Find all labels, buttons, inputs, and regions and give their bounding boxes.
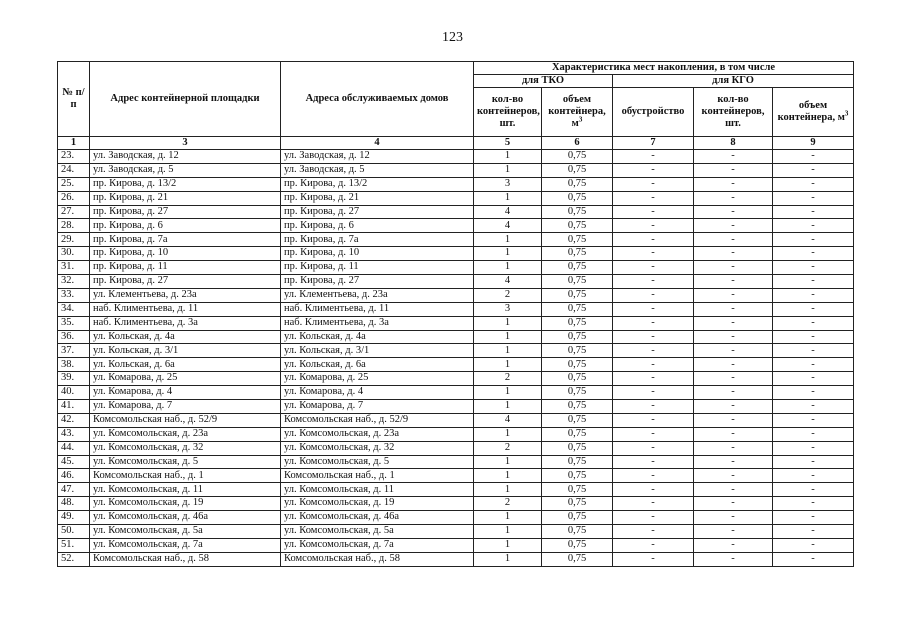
site-address-cell: ул. Заводская, д. 5 (90, 163, 281, 177)
site-address-cell: ул. Кольская, д. 4а (90, 330, 281, 344)
site-address-cell: ул. Комарова, д. 4 (90, 386, 281, 400)
kgo-count-cell: - (694, 302, 773, 316)
kgo-volume-cell: - (773, 288, 854, 302)
row-number: 27. (58, 205, 90, 219)
row-number: 42. (58, 413, 90, 427)
header-number: № п/п (58, 62, 90, 137)
kgo-volume-cell: - (773, 330, 854, 344)
row-number: 46. (58, 469, 90, 483)
kgo-count-cell: - (694, 261, 773, 275)
served-address-cell: ул. Заводская, д. 12 (281, 150, 474, 164)
kgo-volume-cell: - (773, 219, 854, 233)
table-row (58, 247, 854, 261)
tko-count-cell: 4 (474, 205, 542, 219)
tko-count-cell: 3 (474, 177, 542, 191)
site-address-cell: пр. Кирова, д. 27 (90, 275, 281, 289)
table-row (58, 191, 854, 205)
tko-volume-cell: 0,75 (542, 413, 613, 427)
header-kgo-volume-label: объем контейнера, м (777, 99, 845, 123)
tko-volume-cell: 0,75 (542, 372, 613, 386)
kgo-equipment-cell: - (613, 344, 694, 358)
kgo-volume-cell: - (773, 538, 854, 552)
served-address-cell: Комсомольская наб., д. 58 (281, 552, 474, 566)
site-address-cell: ул. Комсомольская, д. 19 (90, 497, 281, 511)
row-number: 47. (58, 483, 90, 497)
site-address-cell: пр. Кирова, д. 27 (90, 205, 281, 219)
kgo-count-cell: - (694, 455, 773, 469)
tko-count-cell: 1 (474, 386, 542, 400)
table-row (58, 316, 854, 330)
kgo-count-cell: - (694, 469, 773, 483)
served-address-cell: наб. Климентьева, д. 3а (281, 316, 474, 330)
tko-volume-cell: 0,75 (542, 455, 613, 469)
served-address-cell: ул. Клементьева, д. 23а (281, 288, 474, 302)
kgo-volume-cell: - (773, 497, 854, 511)
table-row (58, 483, 854, 497)
row-number: 43. (58, 427, 90, 441)
column-number: 3 (90, 137, 281, 150)
kgo-equipment-cell: - (613, 358, 694, 372)
kgo-volume-cell: - (773, 316, 854, 330)
kgo-equipment-cell: - (613, 247, 694, 261)
kgo-equipment-cell: - (613, 538, 694, 552)
site-address-cell: ул. Клементьева, д. 23а (90, 288, 281, 302)
kgo-equipment-cell: - (613, 233, 694, 247)
kgo-volume-cell: - (773, 400, 854, 414)
kgo-count-cell: - (694, 205, 773, 219)
kgo-volume-cell: - (773, 191, 854, 205)
tko-volume-cell: 0,75 (542, 552, 613, 566)
column-numbers-row (58, 137, 854, 150)
kgo-equipment-cell: - (613, 330, 694, 344)
tko-count-cell: 1 (474, 233, 542, 247)
site-address-cell: ул. Комсомольская, д. 46а (90, 511, 281, 525)
kgo-equipment-cell: - (613, 441, 694, 455)
table-row (58, 552, 854, 566)
tko-count-cell: 4 (474, 275, 542, 289)
kgo-volume-cell: - (773, 552, 854, 566)
kgo-volume-cell: - (773, 150, 854, 164)
row-number: 33. (58, 288, 90, 302)
header-tko: для ТКО (474, 75, 613, 88)
served-address-cell: пр. Кирова, д. 27 (281, 205, 474, 219)
kgo-equipment-cell: - (613, 497, 694, 511)
tko-volume-cell: 0,75 (542, 358, 613, 372)
served-address-cell: пр. Кирова, д. 7а (281, 233, 474, 247)
tko-count-cell: 1 (474, 455, 542, 469)
tko-volume-cell: 0,75 (542, 205, 613, 219)
kgo-count-cell: - (694, 275, 773, 289)
kgo-count-cell: - (694, 219, 773, 233)
tko-volume-cell: 0,75 (542, 538, 613, 552)
kgo-volume-cell: - (773, 427, 854, 441)
row-number: 26. (58, 191, 90, 205)
kgo-count-cell: - (694, 150, 773, 164)
kgo-equipment-cell: - (613, 427, 694, 441)
kgo-count-cell: - (694, 177, 773, 191)
tko-volume-cell: 0,75 (542, 511, 613, 525)
cube-superscript: 3 (844, 109, 849, 118)
table-row (58, 219, 854, 233)
served-address-cell: ул. Комарова, д. 25 (281, 372, 474, 386)
kgo-equipment-cell: - (613, 219, 694, 233)
container-sites-table (57, 61, 854, 567)
tko-count-cell: 2 (474, 288, 542, 302)
site-address-cell: Комсомольская наб., д. 58 (90, 552, 281, 566)
kgo-count-cell: - (694, 372, 773, 386)
row-number: 30. (58, 247, 90, 261)
kgo-equipment-cell: - (613, 413, 694, 427)
served-address-cell: пр. Кирова, д. 13/2 (281, 177, 474, 191)
served-address-cell: пр. Кирова, д. 21 (281, 191, 474, 205)
column-number: 9 (773, 137, 854, 150)
kgo-count-cell: - (694, 427, 773, 441)
row-number: 50. (58, 525, 90, 539)
tko-volume-cell: 0,75 (542, 177, 613, 191)
kgo-count-cell: - (694, 497, 773, 511)
served-address-cell: ул. Комсомольская, д. 23а (281, 427, 474, 441)
row-number: 32. (58, 275, 90, 289)
table-row (58, 413, 854, 427)
kgo-count-cell: - (694, 344, 773, 358)
tko-count-cell: 4 (474, 219, 542, 233)
row-number: 24. (58, 163, 90, 177)
kgo-equipment-cell: - (613, 177, 694, 191)
served-address-cell: ул. Комарова, д. 7 (281, 400, 474, 414)
site-address-cell: ул. Заводская, д. 12 (90, 150, 281, 164)
served-address-cell: ул. Комсомольская, д. 11 (281, 483, 474, 497)
tko-count-cell: 2 (474, 372, 542, 386)
row-number: 29. (58, 233, 90, 247)
kgo-count-cell: - (694, 163, 773, 177)
served-address-cell: Комсомольская наб., д. 52/9 (281, 413, 474, 427)
table-row (58, 441, 854, 455)
kgo-equipment-cell: - (613, 511, 694, 525)
row-number: 25. (58, 177, 90, 191)
served-address-cell: наб. Климентьева, д. 11 (281, 302, 474, 316)
kgo-equipment-cell: - (613, 302, 694, 316)
kgo-volume-cell: - (773, 413, 854, 427)
tko-count-cell: 1 (474, 427, 542, 441)
row-number: 51. (58, 538, 90, 552)
row-number: 44. (58, 441, 90, 455)
column-number: 1 (58, 137, 90, 150)
tko-volume-cell: 0,75 (542, 247, 613, 261)
tko-volume-cell: 0,75 (542, 191, 613, 205)
row-number: 48. (58, 497, 90, 511)
kgo-equipment-cell: - (613, 372, 694, 386)
kgo-equipment-cell: - (613, 163, 694, 177)
table-row (58, 330, 854, 344)
site-address-cell: ул. Кольская, д. 6а (90, 358, 281, 372)
kgo-volume-cell: - (773, 261, 854, 275)
served-address-cell: ул. Заводская, д. 5 (281, 163, 474, 177)
tko-count-cell: 1 (474, 483, 542, 497)
header-kgo: для КГО (613, 75, 854, 88)
kgo-volume-cell: - (773, 275, 854, 289)
site-address-cell: пр. Кирова, д. 6 (90, 219, 281, 233)
table-row (58, 275, 854, 289)
row-number: 45. (58, 455, 90, 469)
served-address-cell: пр. Кирова, д. 11 (281, 261, 474, 275)
kgo-equipment-cell: - (613, 205, 694, 219)
tko-volume-cell: 0,75 (542, 288, 613, 302)
kgo-equipment-cell: - (613, 150, 694, 164)
kgo-count-cell: - (694, 483, 773, 497)
tko-volume-cell: 0,75 (542, 150, 613, 164)
site-address-cell: наб. Климентьева, д. 3а (90, 316, 281, 330)
served-address-cell: ул. Комарова, д. 4 (281, 386, 474, 400)
header-served-addresses: Адреса обслуживаемых домов (281, 62, 474, 137)
tko-count-cell: 1 (474, 400, 542, 414)
tko-count-cell: 1 (474, 358, 542, 372)
kgo-count-cell: - (694, 316, 773, 330)
column-number: 6 (542, 137, 613, 150)
tko-count-cell: 2 (474, 497, 542, 511)
tko-volume-cell: 0,75 (542, 525, 613, 539)
kgo-volume-cell: - (773, 525, 854, 539)
header-tko-count: кол-во контейнеров, шт. (474, 88, 542, 137)
table-row (58, 344, 854, 358)
kgo-equipment-cell: - (613, 261, 694, 275)
kgo-count-cell: - (694, 525, 773, 539)
kgo-equipment-cell: - (613, 525, 694, 539)
kgo-count-cell: - (694, 288, 773, 302)
served-address-cell: ул. Кольская, д. 3/1 (281, 344, 474, 358)
served-address-cell: ул. Кольская, д. 4а (281, 330, 474, 344)
table-row (58, 302, 854, 316)
row-number: 35. (58, 316, 90, 330)
tko-volume-cell: 0,75 (542, 469, 613, 483)
site-address-cell: ул. Комсомольская, д. 32 (90, 441, 281, 455)
kgo-volume-cell: - (773, 233, 854, 247)
kgo-volume-cell: - (773, 455, 854, 469)
site-address-cell: ул. Комарова, д. 25 (90, 372, 281, 386)
kgo-volume-cell: - (773, 247, 854, 261)
header-characteristics: Характеристика мест накопления, в том числе (474, 62, 854, 75)
table-row (58, 358, 854, 372)
site-address-cell: ул. Комсомольская, д. 23а (90, 427, 281, 441)
served-address-cell: пр. Кирова, д. 27 (281, 275, 474, 289)
site-address-cell: пр. Кирова, д. 7а (90, 233, 281, 247)
table-row (58, 205, 854, 219)
tko-count-cell: 1 (474, 511, 542, 525)
tko-count-cell: 1 (474, 163, 542, 177)
kgo-count-cell: - (694, 413, 773, 427)
kgo-equipment-cell: - (613, 316, 694, 330)
site-address-cell: ул. Комсомольская, д. 5 (90, 455, 281, 469)
served-address-cell: ул. Комсомольская, д. 19 (281, 497, 474, 511)
kgo-count-cell: - (694, 330, 773, 344)
table-row (58, 386, 854, 400)
kgo-equipment-cell: - (613, 400, 694, 414)
table-row (58, 150, 854, 164)
tko-count-cell: 1 (474, 316, 542, 330)
kgo-count-cell: - (694, 441, 773, 455)
site-address-cell: ул. Кольская, д. 3/1 (90, 344, 281, 358)
row-number: 31. (58, 261, 90, 275)
tko-volume-cell: 0,75 (542, 483, 613, 497)
kgo-count-cell: - (694, 247, 773, 261)
site-address-cell: ул. Комарова, д. 7 (90, 400, 281, 414)
kgo-count-cell: - (694, 552, 773, 566)
row-number: 40. (58, 386, 90, 400)
row-number: 36. (58, 330, 90, 344)
tko-volume-cell: 0,75 (542, 330, 613, 344)
site-address-cell: пр. Кирова, д. 21 (90, 191, 281, 205)
kgo-volume-cell: - (773, 163, 854, 177)
kgo-volume-cell: - (773, 469, 854, 483)
table-row (58, 469, 854, 483)
kgo-volume-cell: - (773, 358, 854, 372)
table-row (58, 455, 854, 469)
tko-volume-cell: 0,75 (542, 400, 613, 414)
tko-count-cell: 1 (474, 344, 542, 358)
tko-volume-cell: 0,75 (542, 344, 613, 358)
site-address-cell: ул. Комсомольская, д. 7а (90, 538, 281, 552)
table-row (58, 525, 854, 539)
tko-count-cell: 1 (474, 525, 542, 539)
column-number: 8 (694, 137, 773, 150)
column-number: 7 (613, 137, 694, 150)
site-address-cell: Комсомольская наб., д. 1 (90, 469, 281, 483)
table-row (58, 427, 854, 441)
row-number: 49. (58, 511, 90, 525)
table-row (58, 177, 854, 191)
table-row (58, 400, 854, 414)
row-number: 52. (58, 552, 90, 566)
site-address-cell: ул. Комсомольская, д. 11 (90, 483, 281, 497)
header-kgo-equipment: обустройство (613, 88, 694, 137)
tko-volume-cell: 0,75 (542, 441, 613, 455)
served-address-cell: ул. Комсомольская, д. 5 (281, 455, 474, 469)
tko-volume-cell: 0,75 (542, 497, 613, 511)
kgo-equipment-cell: - (613, 469, 694, 483)
served-address-cell: пр. Кирова, д. 10 (281, 247, 474, 261)
column-number: 4 (281, 137, 474, 150)
column-number: 5 (474, 137, 542, 150)
row-number: 37. (58, 344, 90, 358)
row-number: 38. (58, 358, 90, 372)
kgo-equipment-cell: - (613, 483, 694, 497)
kgo-count-cell: - (694, 233, 773, 247)
kgo-count-cell: - (694, 358, 773, 372)
tko-volume-cell: 0,75 (542, 316, 613, 330)
site-address-cell: наб. Климентьева, д. 11 (90, 302, 281, 316)
header-kgo-volume (773, 88, 854, 137)
kgo-count-cell: - (694, 386, 773, 400)
table-row (58, 497, 854, 511)
tko-volume-cell: 0,75 (542, 386, 613, 400)
site-address-cell: Комсомольская наб., д. 52/9 (90, 413, 281, 427)
header-site-address: Адрес контейнерной площадки (90, 62, 281, 137)
table-row (58, 372, 854, 386)
page-number: 123 (442, 30, 463, 45)
kgo-count-cell: - (694, 511, 773, 525)
kgo-count-cell: - (694, 400, 773, 414)
tko-volume-cell: 0,75 (542, 427, 613, 441)
kgo-volume-cell: - (773, 511, 854, 525)
tko-volume-cell: 0,75 (542, 261, 613, 275)
kgo-volume-cell: - (773, 372, 854, 386)
served-address-cell: ул. Комсомольская, д. 5а (281, 525, 474, 539)
kgo-volume-cell: - (773, 386, 854, 400)
kgo-volume-cell: - (773, 344, 854, 358)
tko-count-cell: 1 (474, 150, 542, 164)
tko-count-cell: 1 (474, 261, 542, 275)
served-address-cell: ул. Комсомольская, д. 46а (281, 511, 474, 525)
table-row (58, 538, 854, 552)
site-address-cell: пр. Кирова, д. 11 (90, 261, 281, 275)
tko-count-cell: 4 (474, 413, 542, 427)
kgo-volume-cell: - (773, 205, 854, 219)
kgo-volume-cell: - (773, 483, 854, 497)
tko-count-cell: 3 (474, 302, 542, 316)
served-address-cell: ул. Комсомольская, д. 7а (281, 538, 474, 552)
tko-count-cell: 1 (474, 330, 542, 344)
header-tko-volume (542, 88, 613, 137)
kgo-equipment-cell: - (613, 455, 694, 469)
header-kgo-count: кол-во контейнеров, шт. (694, 88, 773, 137)
site-address-cell: ул. Комсомольская, д. 5а (90, 525, 281, 539)
served-address-cell: ул. Комсомольская, д. 32 (281, 441, 474, 455)
table-row (58, 511, 854, 525)
tko-count-cell: 1 (474, 469, 542, 483)
kgo-equipment-cell: - (613, 191, 694, 205)
served-address-cell: Комсомольская наб., д. 1 (281, 469, 474, 483)
tko-volume-cell: 0,75 (542, 163, 613, 177)
served-address-cell: ул. Кольская, д. 6а (281, 358, 474, 372)
table-body (58, 150, 854, 567)
kgo-count-cell: - (694, 191, 773, 205)
table-row (58, 163, 854, 177)
row-number: 39. (58, 372, 90, 386)
kgo-volume-cell: - (773, 302, 854, 316)
tko-count-cell: 1 (474, 191, 542, 205)
kgo-equipment-cell: - (613, 386, 694, 400)
tko-count-cell: 1 (474, 247, 542, 261)
kgo-equipment-cell: - (613, 275, 694, 289)
table-row (58, 288, 854, 302)
cube-superscript: 3 (578, 115, 583, 124)
kgo-equipment-cell: - (613, 288, 694, 302)
tko-count-cell: 1 (474, 538, 542, 552)
tko-volume-cell: 0,75 (542, 302, 613, 316)
tko-count-cell: 2 (474, 441, 542, 455)
row-number: 41. (58, 400, 90, 414)
row-number: 23. (58, 150, 90, 164)
row-number: 34. (58, 302, 90, 316)
kgo-volume-cell: - (773, 441, 854, 455)
table-row (58, 233, 854, 247)
site-address-cell: пр. Кирова, д. 13/2 (90, 177, 281, 191)
site-address-cell: пр. Кирова, д. 10 (90, 247, 281, 261)
header-tko-volume-label: объем контейнера, м (548, 93, 606, 130)
tko-volume-cell: 0,75 (542, 219, 613, 233)
kgo-count-cell: - (694, 538, 773, 552)
kgo-equipment-cell: - (613, 552, 694, 566)
row-number: 28. (58, 219, 90, 233)
kgo-volume-cell: - (773, 177, 854, 191)
served-address-cell: пр. Кирова, д. 6 (281, 219, 474, 233)
table-row (58, 261, 854, 275)
tko-count-cell: 1 (474, 552, 542, 566)
tko-volume-cell: 0,75 (542, 233, 613, 247)
tko-volume-cell: 0,75 (542, 275, 613, 289)
